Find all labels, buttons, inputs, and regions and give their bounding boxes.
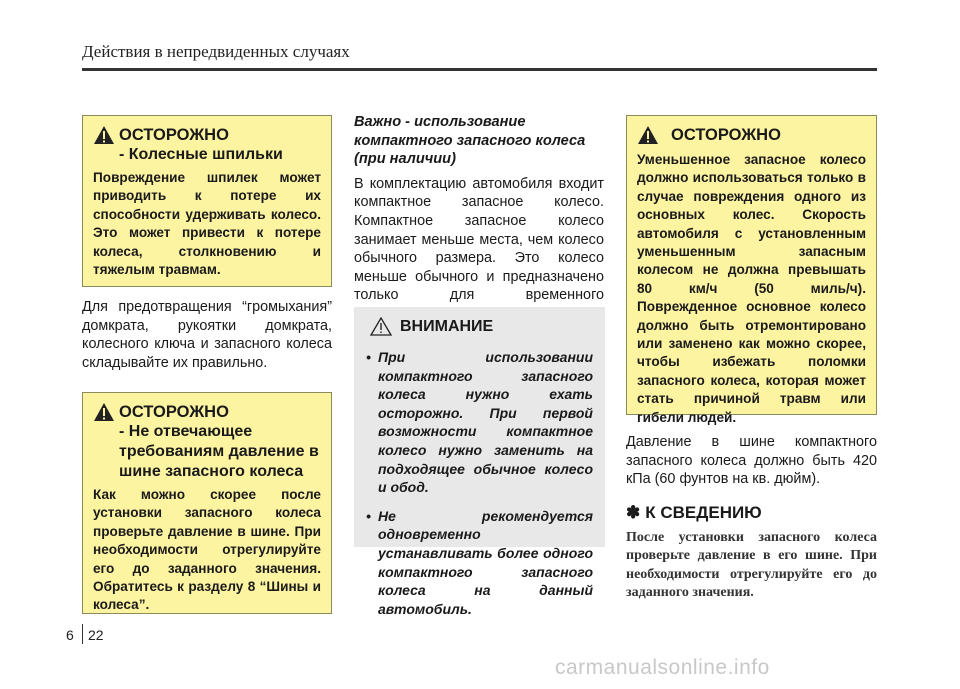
warning-body: Как можно скорее после установки запасного колеса проверьте давление в шине. При необходимости отрегулируйте его до заданного значения. Обратитесь к разделу 8 “Шины и колеса”.: [93, 487, 321, 613]
compact-spare-section: [354, 113, 604, 324]
spare-pressure-text: Давление в шине компактного запасного колеса должно быть 420 кПа (60 фунтов на кв. дюйм).: [626, 434, 877, 488]
warning-triangle-icon: [637, 125, 659, 145]
warning-box-compact-spare: [626, 115, 877, 425]
header-rule: [82, 68, 877, 71]
watermark: carmanualsonline.info: [555, 656, 770, 679]
warning-title: ОСТОРОЖНО: [119, 403, 229, 421]
warning-box-wheel-studs: [82, 115, 332, 287]
caution-box: [354, 307, 605, 617]
warning-title: ОСТОРОЖНО: [671, 126, 781, 144]
info-body: После установки запасного колеса проверьте давление в его шине. При необходимости отрегулируйте его до заданного значения.: [626, 530, 877, 601]
page-number: 22: [88, 627, 104, 643]
warning-triangle-icon: [93, 125, 115, 145]
warning-title: ОСТОРОЖНО: [119, 126, 229, 144]
info-title: К СВЕДЕНИЮ: [645, 503, 762, 522]
asterisk-icon: ✽: [626, 503, 641, 522]
caution-triangle-icon: [370, 317, 392, 336]
warning-body: Уменьшенное запасное колесо должно использоваться только в случае повреждения одного из основных колес. Скорость автомобиля с установленным уменьшенным запасным колесом не должна превышать 80 км/ч (50 миль/ч). Поврежденное основное колесо должно быть отремонтировано или заменено как можно скорее, чтобы избежать поломки запасного колеса, которая может стать причиной травм или гибели людей.: [637, 152, 866, 425]
section-title: Важно - использование компактного запасного колеса (при наличии): [354, 114, 586, 168]
caution-item: • При использовании компактного запасного колеса нужно ехать осторожно. При первой возможности компактное колесо нужно заменить на подходящее обычное колесо и обод.: [366, 349, 593, 496]
page-number-divider: [82, 624, 83, 644]
warning-subtitle: - Колесные шпильки: [119, 146, 283, 163]
jack-storage-text: Для предотвращения “громыхания” домкрата, рукоятки домкрата, колесного ключа и запасного колеса складывайте их правильно.: [82, 299, 332, 371]
warning-body: Повреждение шпилек может приводить к потере их способности удерживать колесо. Это может привести к потере колеса, столкновению и тяжелым травмам.: [93, 170, 321, 278]
section-text: В комплектацию автомобиля входит компактное запасное колесо. Компактное запасное колесо занимает меньше места, чем колесо обычного размера. Это колесо меньше обычного и предназначено только для временного: [354, 175, 604, 304]
warning-box-spare-pressure: [82, 392, 332, 614]
info-section: [626, 503, 877, 603]
page-header-title: Действия в непредвиденных случаях: [82, 42, 350, 61]
warning-subtitle: - Не отвечающее требованиям давление в шине запасного колеса: [119, 423, 319, 480]
warning-triangle-icon: [93, 402, 115, 422]
bullet-icon: •: [366, 507, 371, 524]
caution-item: • Не рекомендуется одновременно устанавливать более одного компактного запасного колеса на данный автомобиль.: [366, 507, 593, 617]
bullet-icon: •: [366, 349, 371, 365]
section-number: 6: [66, 627, 74, 643]
caution-title: ВНИМАНИЕ: [400, 317, 494, 335]
